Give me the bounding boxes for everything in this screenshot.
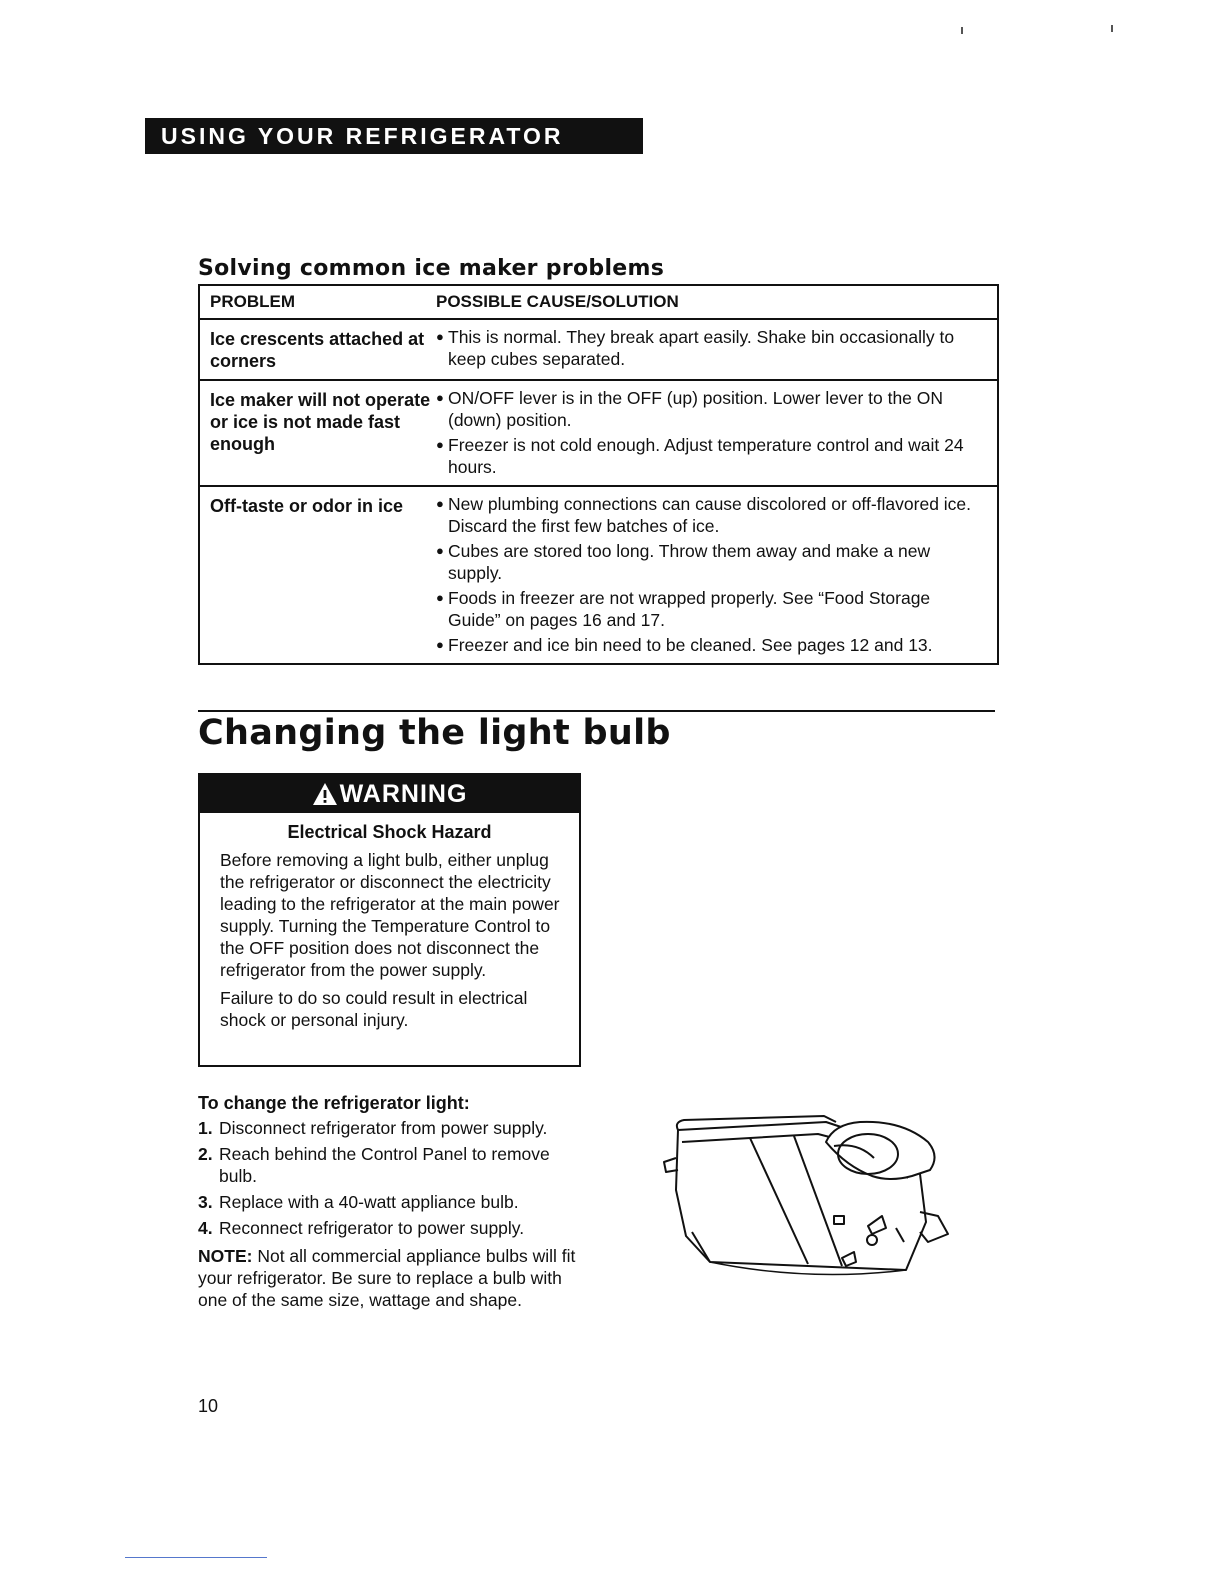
step-text: Disconnect refrigerator from power supply. [219,1118,548,1138]
note-label: NOTE: [198,1246,253,1266]
table-header [200,286,997,320]
list-item [198,1117,588,1139]
bullet-icon: ● [436,637,444,652]
table-row [200,381,997,487]
bullet-icon: ● [436,329,444,344]
solution-item: ● New plumbing connections can cause discolored or off-flavored ice. Discard the first few batches of ice. [436,494,972,536]
ice-maker-problems-table [198,284,999,665]
warning-label: WARNING [339,779,468,808]
solution-item: ● Freezer and ice bin need to be cleaned. See pages 12 and 13. [436,635,933,655]
bullet-icon: ● [436,390,444,405]
bullet-icon: ● [436,590,444,605]
bullet-icon: ● [436,437,444,452]
list-item [198,1143,588,1187]
warning-consequence: Failure to do so could result in electrical shock or personal injury. [220,988,528,1030]
bullet-icon: ● [436,496,444,511]
column-header-solution: POSSIBLE CAUSE/SOLUTION [436,292,679,311]
table-row [200,487,997,663]
note-text: Not all commercial appliance bulbs will fit your refrigerator. Be sure to replace a bulb with one of the same size, wattage and shape. [198,1246,576,1310]
warning-box [198,773,581,1067]
warning-text: Before removing a light bulb, either unplug the refrigerator or disconnect the electricity leading to the refrigerator at the main power supply. Turning the Temperature Control to the OFF position does not disconnect the refrigerator from the power supply. [220,850,560,980]
table-row [200,320,997,381]
solution-item: ● Cubes are stored too long. Throw them away and make a new supply. [436,541,931,583]
section-banner: USING YOUR REFRIGERATOR [145,118,643,154]
hazard-title: Electrical Shock Hazard [287,822,492,842]
solution-item: ● Freezer is not cold enough. Adjust temperature control and wait 24 hours. [436,435,964,477]
step-number: 1. [198,1118,213,1138]
step-text: Reconnect refrigerator to power supply. [219,1218,525,1238]
solution-item: ● This is normal. They break apart easily. Shake bin occasionally to keep cubes separated. [436,327,955,369]
bullet-icon: ● [436,543,444,558]
problem-cell: Ice maker will not operate or ice is not made fast enough [210,390,431,454]
footer-rule [125,1557,267,1558]
solution-cell [436,326,997,372]
warning-triangle-icon [312,782,338,806]
light-bulb-heading: Changing the light bulb [198,713,671,753]
column-header-problem: PROBLEM [210,292,295,311]
instructions-title: To change the refrigerator light: [198,1093,470,1113]
ice-maker-table-title: Solving common ice maker problems [198,256,665,281]
step-text: Reach behind the Control Panel to remove bulb. [219,1144,550,1186]
step-text: Replace with a 40-watt appliance bulb. [219,1192,519,1212]
step-number: 3. [198,1192,213,1212]
solution-cell [436,493,997,656]
warning-header [200,775,579,813]
list-item [198,1217,588,1239]
section-divider [198,710,995,712]
list-item [198,1191,588,1213]
step-number: 4. [198,1218,213,1238]
control-panel-bulb-illustration [658,1112,954,1278]
solution-item: ● ON/OFF lever is in the OFF (up) position. Lower lever to the ON (down) position. [436,388,944,430]
step-number: 2. [198,1144,213,1164]
instructions [198,1093,588,1311]
solution-cell [436,387,997,478]
note [198,1245,588,1311]
page-number: 10 [198,1396,219,1416]
problem-cell: Off-taste or odor in ice [210,496,404,516]
problem-cell: Ice crescents attached at corners [210,329,425,371]
solution-item: ● Foods in freezer are not wrapped properly. See “Food Storage Guide” on pages 16 and 17. [436,588,931,630]
